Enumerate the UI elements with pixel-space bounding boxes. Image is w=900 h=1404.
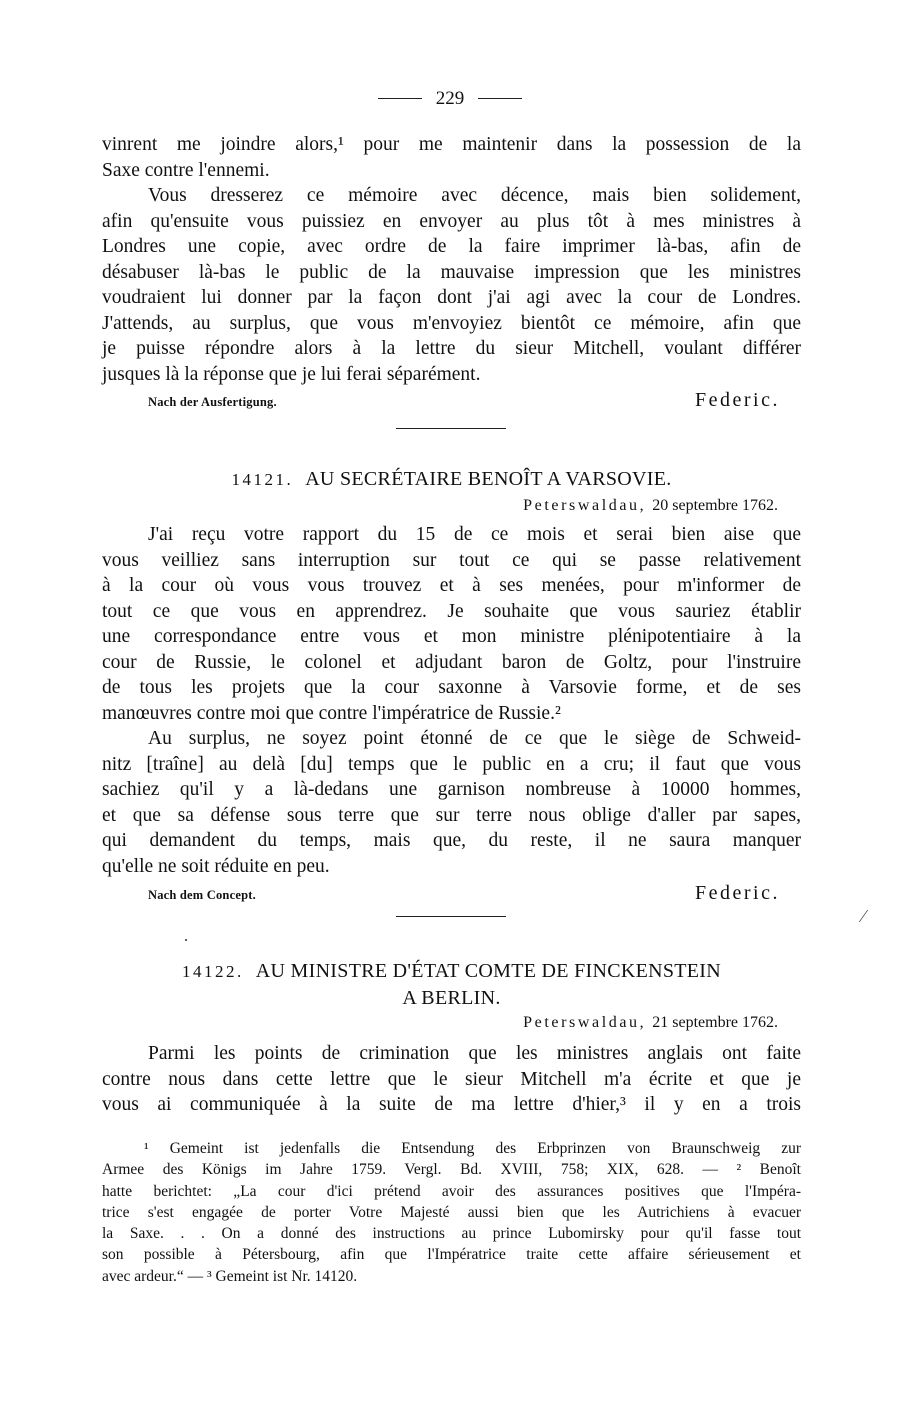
text-line: tout ce que vous en apprendrez. Je souhaite que vous sauriez établir [102,600,801,622]
letter-place: Peterswaldau, [523,497,647,514]
text-line: Parmi les points de crimination que les ministres anglais ont faite [148,1043,801,1064]
text-line: qui demandent du temps, mais que, du reste, il ne saura manquer [102,830,801,851]
letter-title: AU MINISTRE D'ÉTAT COMTE DE FINCKENSTEIN [255,960,722,982]
letter-heading [102,466,801,493]
footnote-line: hatte berichtet: „La cour d'ici prétend avoir des assurances positives que l'Impéra- [102,1182,801,1200]
text-line: Londres une copie, avec ordre de la faire imprimer là-bas, afin de [102,236,801,257]
footnote-line: Armee des Königs im Jahre 1759. Vergl. Bd. XVIII, 758; XIX, 628. — ² Benoît [102,1161,801,1179]
header-rule-left [378,98,422,99]
letter-body [102,1041,801,1118]
text-line: Au surplus, ne soyez point étonné de ce que le siège de Schweid- [148,728,801,749]
footnote-line: ¹ Gemeint ist jedenfalls die Entsendung des Erbprinzen von Braunschweig zur [144,1140,801,1157]
text-line: Vous dresserez ce mémoire avec décence, mais bien solidement, [148,185,801,206]
section-divider [396,916,506,917]
letter-title: AU SECRÉTAIRE BENOÎT A VARSOVIE. [305,468,672,490]
letter-heading [102,958,801,1012]
text-line: manœuvres contre moi que contre l'impératrice de Russie.² [102,702,561,724]
text-line: contre nous dans cette lettre que le sieur Mitchell m'a écrite et que je [102,1068,801,1090]
text-line: J'attends, au surplus, que vous m'envoyiez bientôt ce mémoire, afin que [102,312,801,334]
footnote-line: son possible à Pétersbourg, afin que l'Impératrice traite cette affaire sérieusement et [102,1246,801,1264]
text-line: vous ai communiquée à la suite de ma lettre d'hier,³ il y en a trois [102,1094,801,1115]
text-line: qu'elle ne soit réduite en peu. [102,855,330,877]
text-line: vous veilliez sans interruption sur tout ce qui se passe relativement [102,549,801,571]
letter-number: 14122. [181,962,244,981]
continuation-text [102,132,801,387]
letter-dateline [523,496,778,516]
text-line: nitz [traîne] au delà [du] temps que le public en a cru; il faut que vous [102,753,801,775]
letter-signature-row [148,879,780,905]
signature: Federic. [695,882,780,904]
text-line: cour de Russie, le colonel et adjudant baron de Goltz, pour l'instruire [102,651,801,673]
footnote-line: la Saxe. . . On a donné des instructions au prince Lubomirsky pour qu'il fasse tout [102,1225,801,1243]
page-number: 229 [435,87,465,109]
text-line: je puisse répondre alors à la lettre du sieur Mitchell, voulant différer [102,338,801,359]
text-line: sachiez qu'il y a là-dedans une garnison nombreuse à 10000 hommes, [102,779,801,800]
footnote-line: avec ardeur.“ — ³ Gemeint ist Nr. 14120. [102,1267,358,1285]
source-note: Nach der Ausfertigung. [148,395,277,409]
source-note: Nach dem Concept. [148,888,256,902]
text-line: et que sa défense sous terre que sur terre nous oblige d'aller par sapes, [102,804,801,826]
letter-number: 14121. [231,470,294,489]
letter-title-line2: A BERLIN. [402,987,501,1009]
footnotes [102,1138,801,1287]
text-line: désabuser là-bas le public de la mauvaise impression que les ministres [102,261,801,283]
text-line: voudraient lui donner par la façon dont j'ai agi avec la cour de Londres. [102,287,801,308]
text-line: Saxe contre l'ennemi. [102,159,270,181]
letter-body [102,522,801,879]
text-line: J'ai reçu votre rapport du 15 de ce mois et serai bien aise que [148,524,801,545]
text-line: une correspondance entre vous et mon ministre plénipotentiaire à la [102,626,801,647]
stray-pen-mark: ⁄ [862,906,866,926]
text-line: vinrent me joindre alors,¹ pour me maintenir dans la possession de la [102,134,801,155]
section-divider [396,428,506,429]
footnote-line: trice s'est engagée de porter Votre Majesté aussi bien que les Autrichiens à evacuer [102,1203,801,1221]
text-line: afin qu'ensuite vous puissiez en envoyer au plus tôt à mes ministres à [102,210,801,232]
text-line: jusques là la réponse que je lui ferai séparément. [102,363,481,385]
signature: Federic. [695,389,780,411]
page-number-header [0,86,900,111]
stray-dot-mark: · [183,930,189,950]
letter-date: 21 septembre 1762. [652,1014,778,1031]
letter-date: 20 septembre 1762. [652,497,778,514]
continuation-signature-row [148,386,780,412]
header-rule-right [478,98,522,99]
text-line: de tous les projets que la cour saxonne à Varsovie forme, et de ses [102,677,801,698]
letter-place: Peterswaldau, [523,1014,647,1031]
text-line: à la cour où vous vous trouvez et à ses menées, pour m'informer de [102,575,801,596]
letter-dateline [523,1013,778,1033]
